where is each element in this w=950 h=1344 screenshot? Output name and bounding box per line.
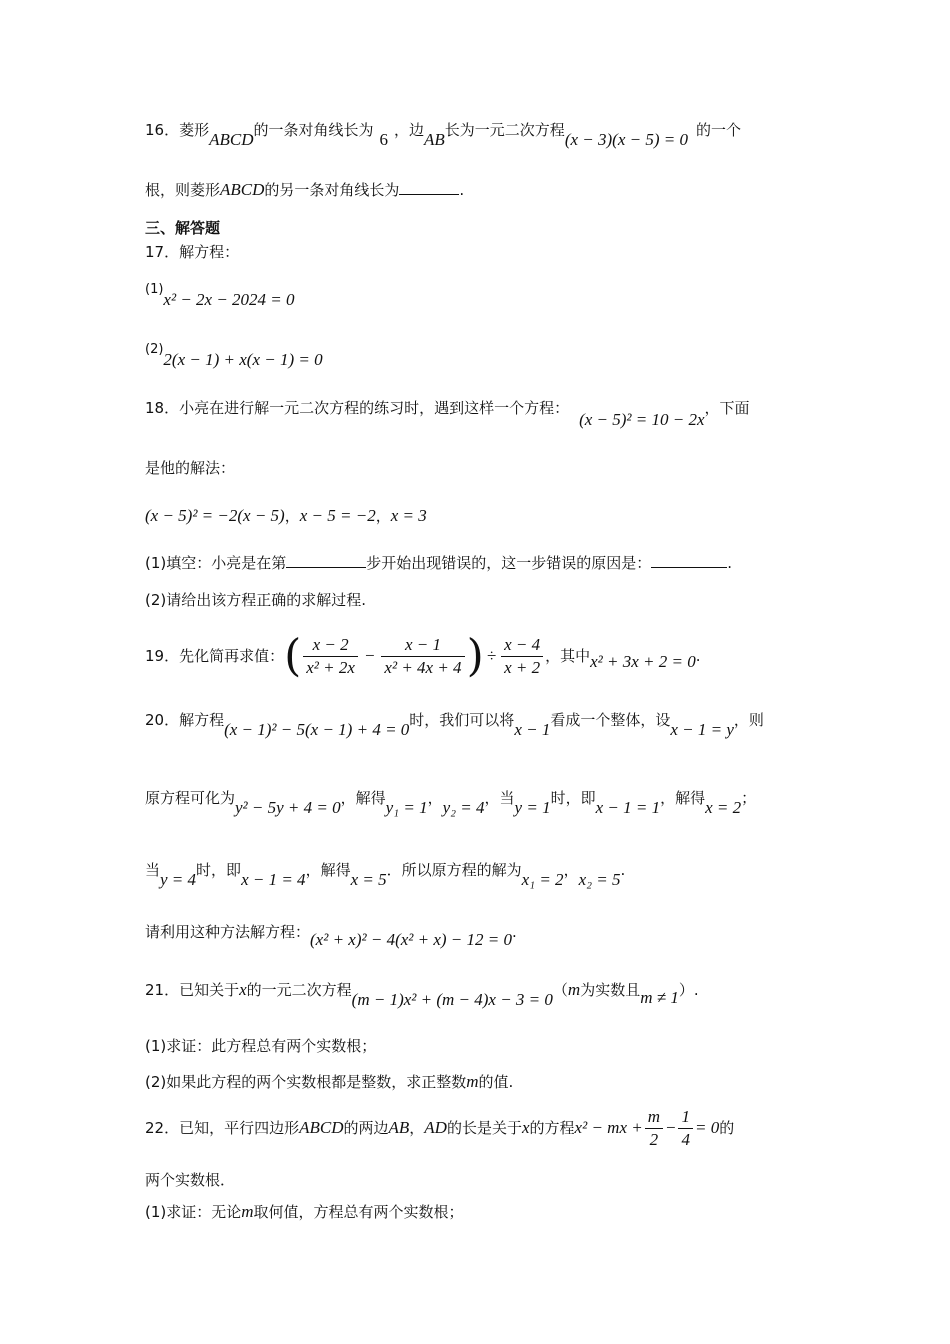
- q17-part-2: (2)2(x − 1) + x(x − 1) = 0: [145, 342, 323, 369]
- q18-line-2: 是他的解法：: [145, 459, 236, 477]
- q20-line-3: 当y = 4时，即x − 1 = 4，解得x = 5．所以原方程的解为x₁ = 2，x₂ = 5.: [145, 861, 626, 889]
- answer-blank: [651, 553, 727, 568]
- math-abcd: ABCD: [209, 130, 254, 149]
- q17-title: 17．解方程：: [145, 243, 240, 261]
- q21-line-1: 21．已知关于x的一元二次方程(m − 1)x² + (m − 4)x − 3 = 0（m为实数且m ≠ 1）.: [145, 980, 699, 1009]
- q16-line-1: 16．菱形ABCD的一条对角线长为 6 ，边AB长为一元二次方程(x − 3)(x − 5) = 0 的一个: [145, 121, 741, 149]
- q20-line-4: 请利用这种方法解方程：(x² + x)² − 4(x² + x) − 12 = 0.: [145, 923, 517, 949]
- answer-blank: [399, 180, 459, 195]
- q19-line: 19．先化简再求值：( $\frac{x - 2}{\text{x² + 2x}}$ − $\frac{x - 1}{\text{x² + 4x + 4}}$ ) ÷ $\frac{x - 4}{x + 2}$ ，其中x² + 3x + 2 = 0.: [145, 630, 701, 682]
- fraction: $\frac{m}{2}$: [645, 1106, 663, 1151]
- fraction: $\frac{x - 4}{x + 2}$: [501, 634, 543, 679]
- q21-part-2: (2)如果此方程的两个实数根都是整数，求正整数m的值.: [145, 1072, 514, 1091]
- q20-line-1: 20．解方程(x − 1)² − 5(x − 1) + 4 = 0时，我们可以将x − 1看成一个整体，设x − 1 = y，则: [145, 711, 764, 739]
- fraction: $\frac{1}{4}$: [678, 1106, 693, 1151]
- q22-part-1: (1)求证：无论m取何值，方程总有两个实数根；: [145, 1202, 464, 1221]
- q21-part-1: (1)求证：此方程总有两个实数根；: [145, 1037, 377, 1055]
- q17-part-1: (1)x² − 2x − 2024 = 0: [145, 282, 295, 309]
- section-heading: 三、解答题: [145, 219, 221, 237]
- q20-line-2: 原方程可化为y² − 5y + 4 = 0，解得y₁ = 1，y₂ = 4，当y = 1时，即x − 1 = 1，解得x = 2；: [145, 789, 757, 817]
- q18-part-1: (1)填空：小亮是在第 步开始出现错误的，这一步错误的原因是： .: [145, 554, 733, 572]
- q18-steps: (x − 5)² = −2(x − 5)，x − 5 = −2，x = 3: [145, 506, 427, 525]
- q22-line-2: 两个实数根．: [145, 1171, 236, 1189]
- fraction: $\frac{x - 2}{\text{x² + 2x}}$: [303, 634, 358, 679]
- q16-line-2: 根，则菱形ABCD的另一条对角线长为 .: [145, 180, 465, 199]
- answer-blank: [286, 553, 366, 568]
- fraction: $\frac{x - 1}{\text{x² + 4x + 4}}$: [381, 634, 464, 679]
- q18-part-2: (2)请给出该方程正确的求解过程.: [145, 591, 367, 609]
- q18-line-1: 18．小亮在进行解一元二次方程的练习时，遇到这样一个方程：(x − 5)² = 10 − 2x，下面: [145, 399, 750, 429]
- math-equation: (x − 3)(x − 5) = 0: [564, 130, 688, 149]
- q22-line-1: 22．已知，平行四边形ABCD的两边AB，AD的长是关于x的方程x² − mx + $\frac{m}{2}$ − $\frac{1}{4}$ = 0的: [145, 1107, 735, 1149]
